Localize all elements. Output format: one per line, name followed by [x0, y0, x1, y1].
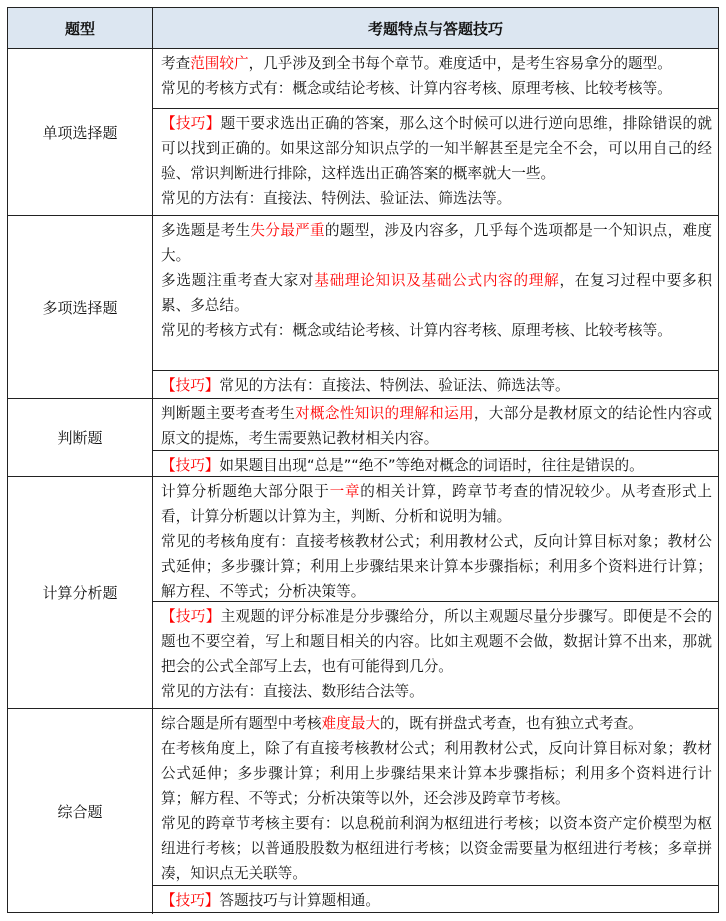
paragraph	[161, 811, 712, 886]
text-segment: 常见的跨章节考核主要有：以息税前利润为枢纽进行考核；以资本资产定价模型为枢纽进行考核；以普通股股数为枢纽进行考核；以资金需要量为枢纽进行考核；多章拼凑，知识点无关联等。	[161, 815, 712, 882]
tips-cell-true-false	[153, 451, 718, 477]
paragraph	[161, 679, 712, 704]
text-segment: 主观题的评分标准是分步骤给分，所以主观题尽量分步骤写。即便是不会的题也不要空着，写上和题目相关的内容。比如主观题不会做，数据计算不出来，那就把会的公式全部写上去，也有可能得到几分。	[161, 608, 712, 675]
paragraph	[161, 888, 712, 913]
paragraph	[161, 111, 712, 186]
text-segment: 在考核角度上，除了有直接考核教材公式；利用教材公式，反向计算目标对象；教材公式延伸；多步骤计算；利用上步骤结果来计算本步骤指标；利用多个资料进行计算；解方程、不等式；分析决策等以外，还会涉及跨章节考核。	[161, 740, 712, 807]
text-segment: ，几乎涉及到全书每个章节。难度适中，是考生容易拿分的题型。	[248, 55, 672, 72]
paragraph	[161, 218, 712, 268]
paragraph	[161, 186, 712, 211]
paragraph	[161, 373, 712, 398]
highlighted-text: 【技巧】	[161, 115, 221, 132]
text-segment: 多选题是考生	[161, 222, 251, 239]
features-cell-comprehensive	[153, 709, 718, 886]
highlighted-text: 【技巧】	[161, 377, 220, 394]
highlighted-text: 对概念性知识的理解和运用	[295, 405, 474, 422]
paragraph	[161, 51, 712, 76]
text-segment: 综合题是所有题型中考核	[161, 715, 322, 732]
paragraph	[161, 268, 712, 318]
highlighted-text: 【技巧】	[161, 608, 221, 625]
tips-cell-single-choice	[153, 109, 718, 216]
text-segment: 常见的方法有：直接法、特例法、验证法、筛选法等。	[219, 377, 570, 394]
row-type-comprehensive: 综合题	[8, 709, 153, 914]
text-segment: ，在复习过程中要多积累、多总结。	[161, 272, 712, 314]
text-segment: 答题技巧与计算题相通。	[219, 892, 380, 909]
tips-cell-calculation-analysis	[153, 602, 718, 709]
paragraph	[161, 604, 712, 679]
paragraph	[161, 401, 712, 451]
highlighted-text: 难度最大	[321, 715, 380, 732]
highlighted-text: 失分最严重	[250, 222, 325, 239]
paragraph	[161, 318, 712, 343]
text-segment: 计算分析题绝大部分限于	[161, 483, 330, 500]
row-type-calculation-analysis: 计算分析题	[8, 477, 153, 709]
paragraph	[161, 453, 712, 478]
text-segment: 的题型，涉及内容多，几乎每个选项都是一个知识点，难度大。	[161, 222, 712, 264]
paragraph	[161, 529, 712, 604]
text-segment: 如果题目出现“总是”“绝不”等绝对概念的词语时，往往是错误的。	[219, 457, 644, 474]
features-cell-calculation-analysis	[153, 477, 718, 602]
text-segment: 的，既有拼盘式考查，也有独立式考查。	[379, 715, 643, 732]
row-type-multiple-choice: 多项选择题	[8, 216, 153, 399]
features-cell-multiple-choice	[153, 216, 718, 371]
text-segment: 常见的方法有：直接法、特例法、验证法、筛选法等。	[161, 190, 512, 207]
text-segment: 常见的考核方式有：概念或结论考核、计算内容考核、原理考核、比较考核等。	[161, 322, 672, 339]
question-type-table	[7, 7, 719, 913]
paragraph	[161, 479, 712, 529]
features-cell-single-choice	[153, 49, 718, 109]
text-segment: 判断题主要考查考生	[161, 405, 296, 422]
highlighted-text: 一章	[329, 483, 361, 500]
highlighted-text: 基础理论知识及基础公式内容的理解	[314, 272, 560, 289]
highlighted-text: 【技巧】	[161, 892, 220, 909]
paragraph	[161, 736, 712, 811]
text-segment: 的相关计算，跨章节考查的情况较少。从考查形式上看，计算分析题以计算为主，判断、分析和说明为辅。	[161, 483, 712, 525]
highlighted-text: 【技巧】	[161, 457, 220, 474]
header-question-type: 题型	[8, 8, 153, 49]
text-segment: 题干要求选出正确的答案，那么这个时候可以进行逆向思维，排除错误的就可以找到正确的。如果这部分知识点学的一知半解甚至是完全不会，可以用自己的经验、常识判断进行排除，这样选出正确答案的概率就大一些。	[161, 115, 712, 182]
text-segment: 考查	[161, 55, 191, 72]
paragraph	[161, 76, 712, 101]
header-features-and-tips: 考题特点与答题技巧	[153, 8, 718, 49]
row-type-true-false: 判断题	[8, 399, 153, 477]
row-type-single-choice: 单项选择题	[8, 49, 153, 216]
text-segment: 多选题注重考查大家对	[161, 272, 315, 289]
text-segment: 常见的考核方式有：概念或结论考核、计算内容考核、原理考核、比较考核等。	[161, 80, 672, 97]
tips-cell-multiple-choice	[153, 371, 718, 399]
features-cell-true-false	[153, 399, 718, 451]
text-segment: 常见的考核角度有：直接考核教材公式；利用教材公式，反向计算目标对象；教材公式延伸；多步骤计算；利用上步骤结果来计算本步骤指标；利用多个资料进行计算；解方程、不等式；分析决策等。	[161, 533, 712, 600]
text-segment: ，大部分是教材原文的结论性内容或原文的提炼，考生需要熟记教材相关内容。	[161, 405, 712, 447]
paragraph	[161, 711, 712, 736]
text-segment: 常见的方法有：直接法、数形结合法等。	[161, 683, 424, 700]
highlighted-text: 范围较广	[190, 55, 249, 72]
tips-cell-comprehensive	[153, 886, 718, 914]
